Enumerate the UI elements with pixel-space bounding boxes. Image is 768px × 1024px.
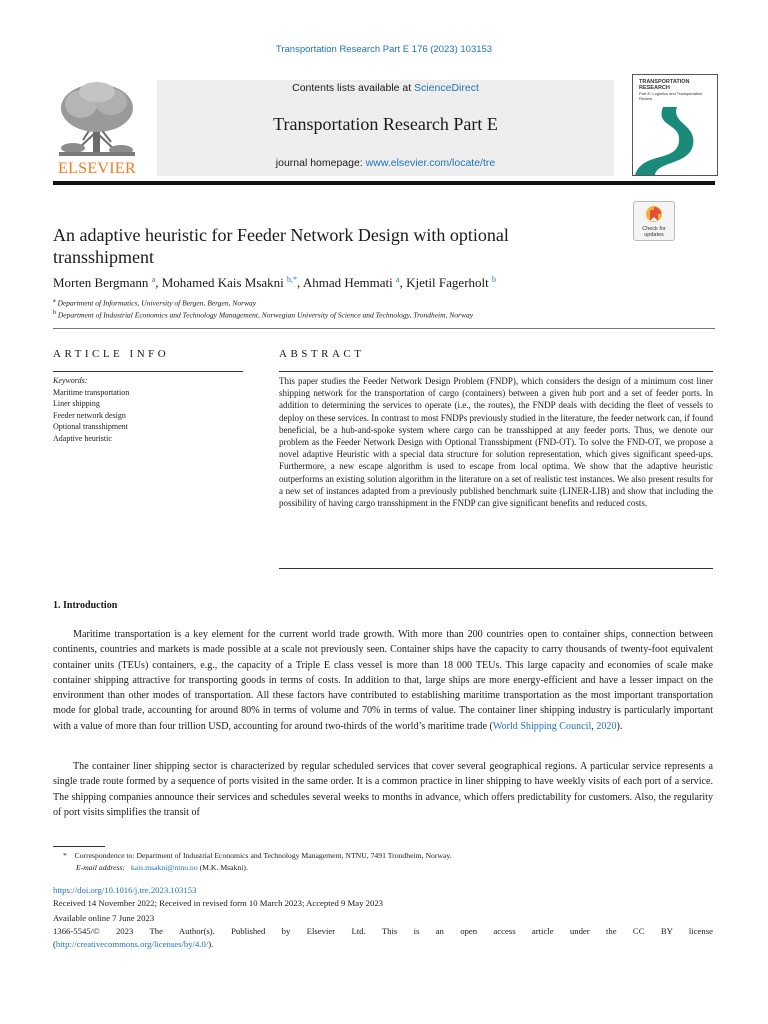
journal-title: Transportation Research Part E <box>273 114 498 134</box>
affiliation-b: $^b$ Department of Industrial Economics and Technology Management, Norwegian University of Science and Technology, Trondheim, Norway <box>53 310 474 320</box>
author-affiliation-marker[interactable]: b,* <box>287 275 298 284</box>
section-heading-introduction: 1. Introduction <box>53 600 118 611</box>
keyword-item: Adaptive heuristic <box>53 433 112 443</box>
available-online: Available online 7 June 2023 <box>53 913 155 923</box>
citation-link[interactable]: World Shipping Council <box>492 720 592 732</box>
sciencedirect-link[interactable]: ScienceDirect <box>414 82 479 94</box>
article-title: An adaptive heuristic for Feeder Network Design with optional transshipment <box>53 225 509 267</box>
keyword-item: Maritime transportation <box>53 387 130 397</box>
title-block-rule <box>53 328 715 329</box>
publisher-name: ELSEVIER <box>58 160 136 177</box>
cover-title-main: TRANSPORTATION RESEARCH <box>639 79 690 91</box>
abstract-bottom-rule <box>279 568 713 569</box>
header-rule <box>53 181 715 185</box>
abstract-rule <box>279 371 713 372</box>
correspondence-footnote: * Correspondence to: Department of Industrial Economics and Technology Management, NTNU, 7491 Trondheim, Norway. <box>63 851 452 860</box>
contents-line <box>157 82 614 94</box>
author-affiliation-marker[interactable]: a <box>151 275 156 284</box>
author-name[interactable]: Ahmad Hemmati <box>302 275 393 290</box>
elsevier-tree-icon <box>53 80 141 158</box>
homepage-line <box>157 157 614 169</box>
license-url-line: (http://creativecommons.org/licenses/by/4.0/). <box>53 939 214 949</box>
cover-subtitle: Part E: Logistics and Transportation Review <box>639 91 703 101</box>
author-name[interactable]: Kjetil Fagerholt <box>406 275 489 290</box>
body-paragraph: Maritime transportation is a key element for the current world trade growth. With more than 200 countries open to container ships, connection between continents, countries and markets is made possible at a scale not previously seen. Container ships have the capacity to carry thousands of twenty-foot equivalent container units (TEUs) containers, e.g., the capacity of a Triple E class vessel is more than 18 000 TEUs. This large capacity and economies of scale make container shipping attractive for transporting goods in terms of costs. In addition to that, large ships are more energy-efficient and have a lesser impact on the environment than other modes of transportation. All these factors have contributed to establishing maritime transportation as the most important transportation mode for global trade, accounting for around 80% in terms of volume and 70% in terms of value. The container liner shipping industry is particularly important with a value of more than four trillion USD, accounting for around two-thirds of the world’s maritime trade (World Shipping Council, 2020). <box>53 629 713 732</box>
license-statement: 1366-5545/© 2023 The Author(s). Published by Elsevier Ltd. This is an open access article under the CC BY license <box>53 926 713 936</box>
keyword-item: Feeder network design <box>53 410 126 420</box>
check-for-updates-button[interactable] <box>633 201 675 241</box>
email-footnote: E-mail address: kais.msakni@ntnu.no (M.K. Msakni). <box>76 863 248 872</box>
body-paragraph: The container liner shipping sector is characterized by regular scheduled services that cover several geographical regions. A particular service represents a single trade route formed by a sequence of ports visited in the same order. It is a common practice in liner shipping to have weekly visits of each port of a service. The shipping companies announce their services and schedules several weeks to months in advance, which offers predictability for customers. Also, the regularity of port visits simplifies the transit of <box>53 761 713 818</box>
contents-prefix: Contents lists available at <box>292 82 415 94</box>
author-name[interactable]: Mohamed Kais Msakni <box>161 275 284 290</box>
received-dates: Received 14 November 2022; Received in revised form 10 March 2023; Accepted 9 May 2023 <box>53 898 384 908</box>
abstract-heading: ABSTRACT <box>279 348 365 360</box>
citation-year-link[interactable]: 2020 <box>596 720 617 732</box>
license-link[interactable]: http://creativecommons.org/licenses/by/4.0/ <box>55 939 209 949</box>
homepage-link[interactable]: www.elsevier.com/locate/tre <box>365 157 496 169</box>
keyword-item: Optional transshipment <box>53 422 128 432</box>
author-name[interactable]: Morten Bergmann <box>53 275 149 290</box>
journal-banner <box>157 80 614 176</box>
footnote-rule <box>53 846 105 847</box>
homepage-prefix: journal homepage: <box>275 157 366 169</box>
affiliation-a: $^a$ Department of Informatics, University of Bergen, Bergen, Norway <box>53 298 257 308</box>
check-updates-icon <box>645 205 663 225</box>
article-info-rule <box>53 371 243 372</box>
check-updates-label: Check for updates <box>642 226 666 238</box>
cover-title <box>639 79 713 101</box>
doi-link[interactable]: https://doi.org/10.1016/j.tre.2023.103153 <box>53 885 197 895</box>
elsevier-logo[interactable] <box>53 80 141 176</box>
abstract-text: This paper studies the Feeder Network Design Problem (FNDP), which considers the design of a minimum cost liner shipping network for the transportation of cargo (containers) between a given hub port and a set of feeder ports. In addition to determining the services to operate (i.e., the routes), the FNDP deals with deciding the fleet of vessels to deploy on these services. In contrast to most FNDPs previously studied in the literature, the feeder network can, if found beneficial, be a hub-and-spoke system where cargo can be transshipped at any feeder ports. Thus, we denote our problem as the Feeder Network Design with Optional Transshipment (FND-OT). To solve the FND-OT, we propose a novel adaptive Heuristic with a special data structure for solution representation, which gives significant speed-ups. Furthermore, a new escape algorithm is used to escape from local optima. We show that the adaptive heuristic outperforms an existing solution algorithm in the literature on a set of realistic test instances. We also present results for a new set of instances adapted from a previously published benchmark suite (LINER-LIB) and show that including the possibility of having cargo transshipment in the FNDP can give significant benefits and reduced costs. <box>279 376 713 509</box>
author-affiliation-marker[interactable]: b <box>492 275 496 284</box>
keywords-label: Keywords: <box>53 376 88 385</box>
author-affiliation-marker[interactable]: a <box>396 275 400 284</box>
email-link[interactable]: kais.msakni@ntnu.no <box>130 863 198 872</box>
keywords-list <box>53 375 243 445</box>
article-info-heading: ARTICLE INFO <box>53 348 170 360</box>
keyword-item: Liner shipping <box>53 399 100 409</box>
author-list: Morten Bergmann $^a$, Mohamed Kais Msakni $^{b,*}$, Ahmad Hemmati $^a$, Kjetil Fagerholt $^b$ <box>53 275 496 290</box>
cover-road-graphic-icon <box>633 101 717 175</box>
journal-citation[interactable]: Transportation Research Part E 176 (2023) 103153 <box>275 44 493 55</box>
journal-cover-thumbnail[interactable] <box>632 74 718 176</box>
